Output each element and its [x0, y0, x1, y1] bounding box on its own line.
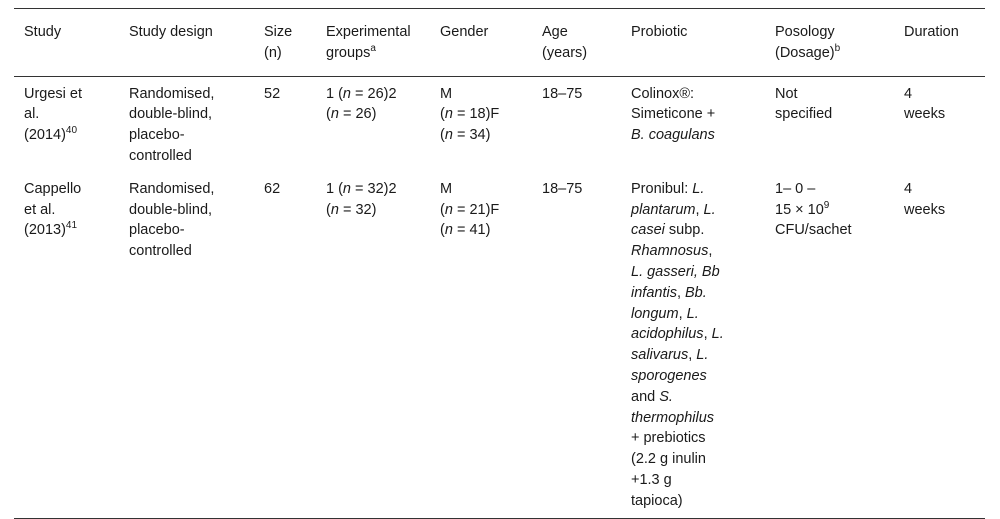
header-gender: Gender — [440, 24, 489, 40]
cell-probiotic: Colinox®: Simeticone + B. coagulans — [631, 85, 716, 144]
studies-table — [14, 8, 985, 519]
cell-study-design: Randomised, double-blind, placebo- controlled — [129, 85, 215, 164]
table-container — [14, 8, 985, 519]
cell-size: 62 — [264, 180, 281, 197]
cell-size: 52 — [264, 85, 281, 102]
cell-experimental-groups: 1 (n = 32)2 (n = 32) — [326, 180, 397, 218]
header-study-design: Study design — [129, 24, 213, 40]
cell-study-design: Randomised, double-blind, placebo- controlled — [129, 180, 215, 260]
header-row — [14, 9, 985, 77]
header-age: Age (years) — [542, 24, 588, 61]
cell-gender: M (n = 21)F (n = 41) — [440, 180, 500, 239]
cell-experimental-groups: 1 (n = 26)2 (n = 26) — [326, 85, 397, 123]
header-experimental-groups: Experimental groups$^a$ — [326, 24, 411, 61]
cell-duration: 4 weeks — [904, 85, 946, 123]
table-row — [14, 76, 985, 173]
header-size: Size (n) — [264, 24, 293, 61]
cell-posology: Not specified — [775, 85, 833, 123]
cell-probiotic: Pronibul: L. plantarum, L. casei subp. Rhamnosus, L. gasseri, Bb infantis, Bb. longum, L. acidophilus, L. salivarus, L. sporogenes and S. thermophilus + prebiotics (2.2 g inulin +1.3 g tapioca) — [631, 180, 724, 509]
cell-gender: M (n = 18)F (n = 34) — [440, 85, 500, 144]
header-duration: Duration — [904, 24, 959, 40]
cell-age: 18–75 — [542, 180, 583, 197]
header-probiotic: Probiotic — [631, 24, 688, 40]
header-study: Study — [24, 24, 62, 40]
cell-age: 18–75 — [542, 85, 583, 102]
table-row — [14, 173, 985, 518]
cell-study: Urgesi et al. $(2014)^{40}$ — [24, 85, 83, 144]
cell-posology: 1– 0 – $15 \times 10^9$ CFU/sachet — [775, 180, 852, 239]
cell-duration: 4 weeks — [904, 180, 946, 218]
cell-study: Cappello et al. $(2013)^{41}$ — [24, 180, 82, 239]
header-posology: Posology (Dosage)$^b$ — [775, 24, 841, 61]
